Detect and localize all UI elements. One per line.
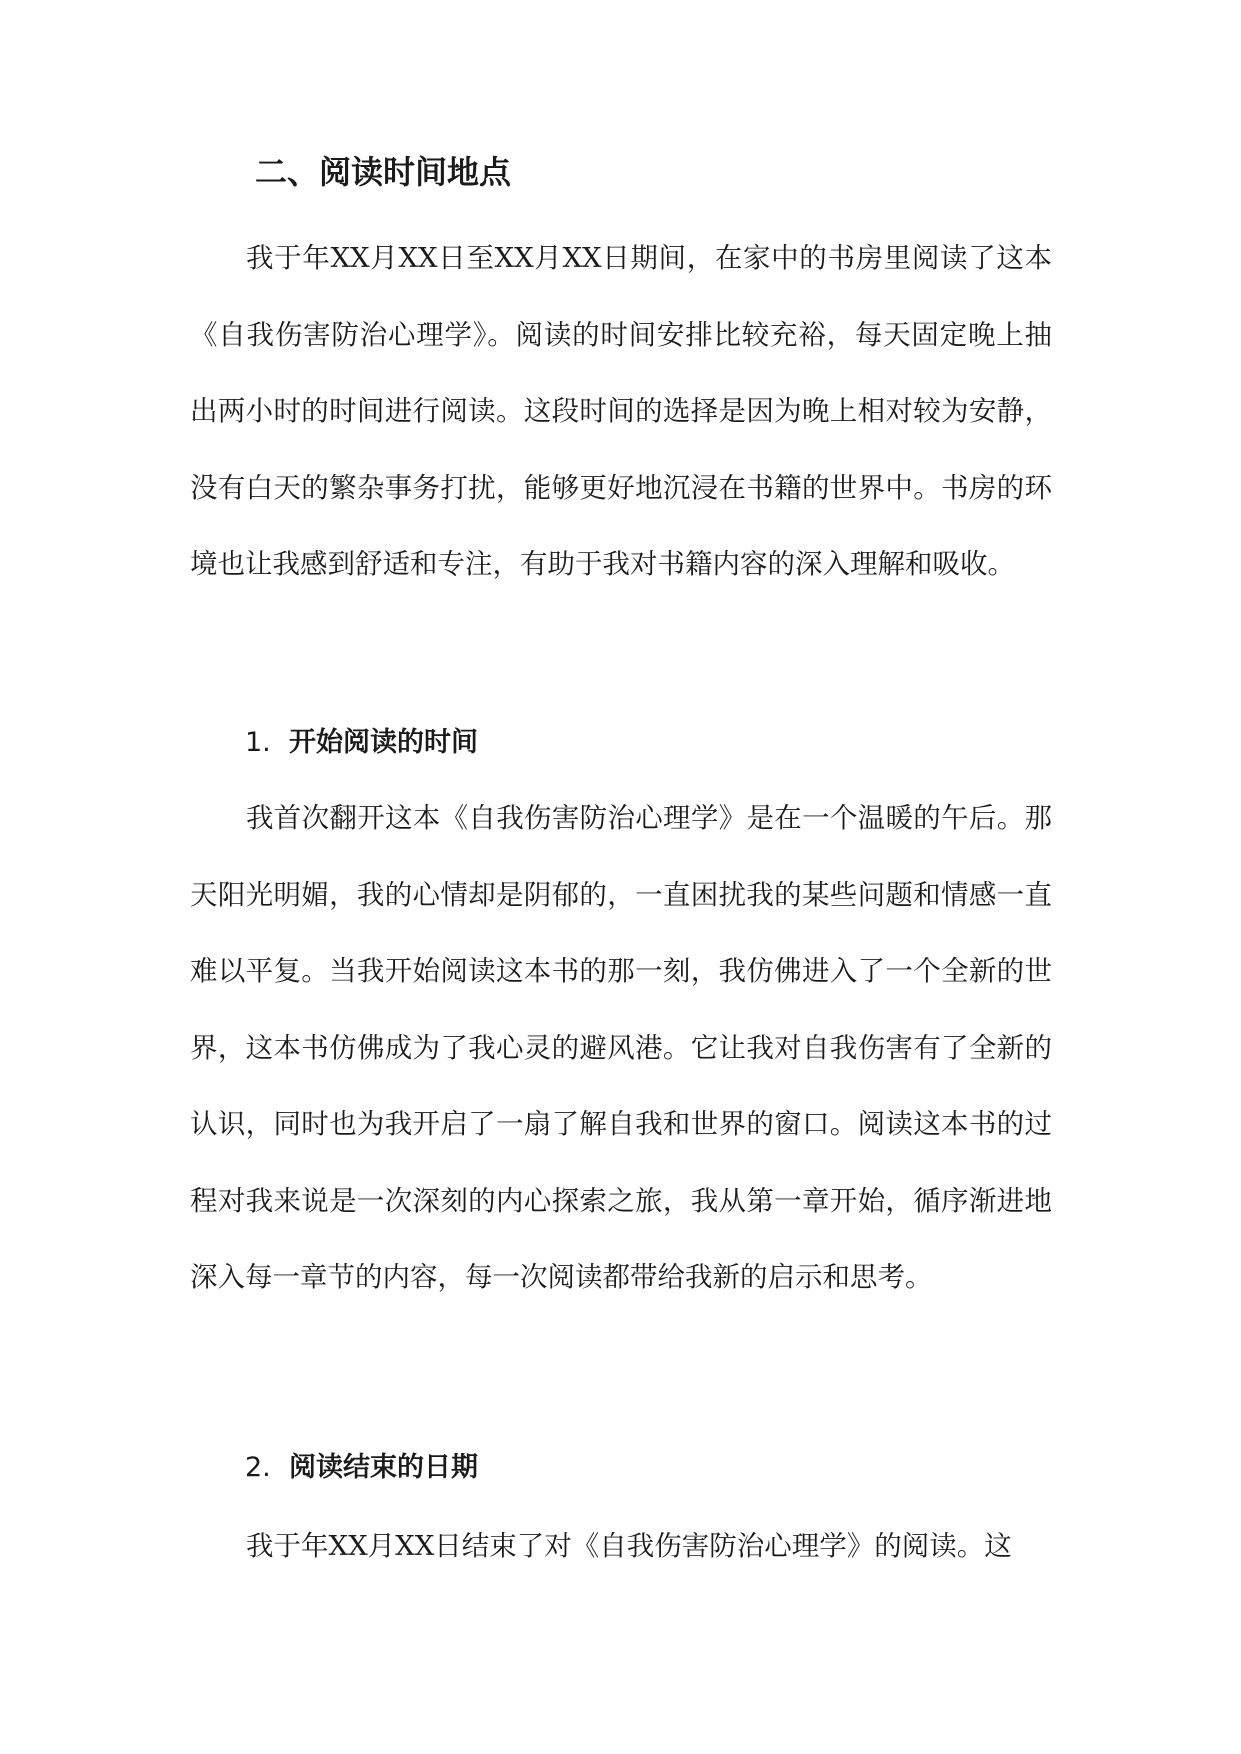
subsection-title: 阅读结束的日期	[289, 1452, 478, 1483]
subsection-heading-end-date	[245, 1448, 478, 1488]
subsection-number: 1.	[245, 727, 271, 758]
subsection-title: 开始阅读的时间	[289, 727, 478, 758]
subsection-heading-start-time	[245, 723, 478, 763]
paragraph-start-reading: 我首次翻开这本《自我伤害防治心理学》是在一个温暖的午后。那天阳光明媚，我的心情却是阴郁的，一直困扰我的某些问题和情感一直难以平复。当我开始阅读这本书的那一刻，我仿佛进入了一个全新的世界，这本书仿佛成为了我心灵的避风港。它让我对自我伤害有了全新的认识，同时也为我开启了一扇了解自我和世界的窗口。阅读这本书的过程对我来说是一次深刻的内心探索之旅，我从第一章开始，循序渐进地深入每一章节的内容，每一次阅读都带给我新的启示和思考。	[190, 802, 1052, 1293]
paragraph-end-reading: 我于年XX月XX日结束了对《自我伤害防治心理学》的阅读。这	[246, 1530, 1012, 1562]
subsection-number: 2.	[245, 1452, 271, 1483]
section-title: 二、阅读时间地点	[255, 153, 512, 191]
paragraph-reading-time-place: 我于年XX月XX日至XX月XX日期间，在家中的书房里阅读了这本《自我伤害防治心理学》。阅读的时间安排比较充裕，每天固定晚上抽出两小时的时间进行阅读。这段时间的选择是因为晚上相对较为安静，没有白天的繁杂事务打扰，能够更好地沉浸在书籍的世界中。书房的环境也让我感到舒适和专注，有助于我对书籍内容的深入理解和吸收。	[190, 242, 1052, 580]
